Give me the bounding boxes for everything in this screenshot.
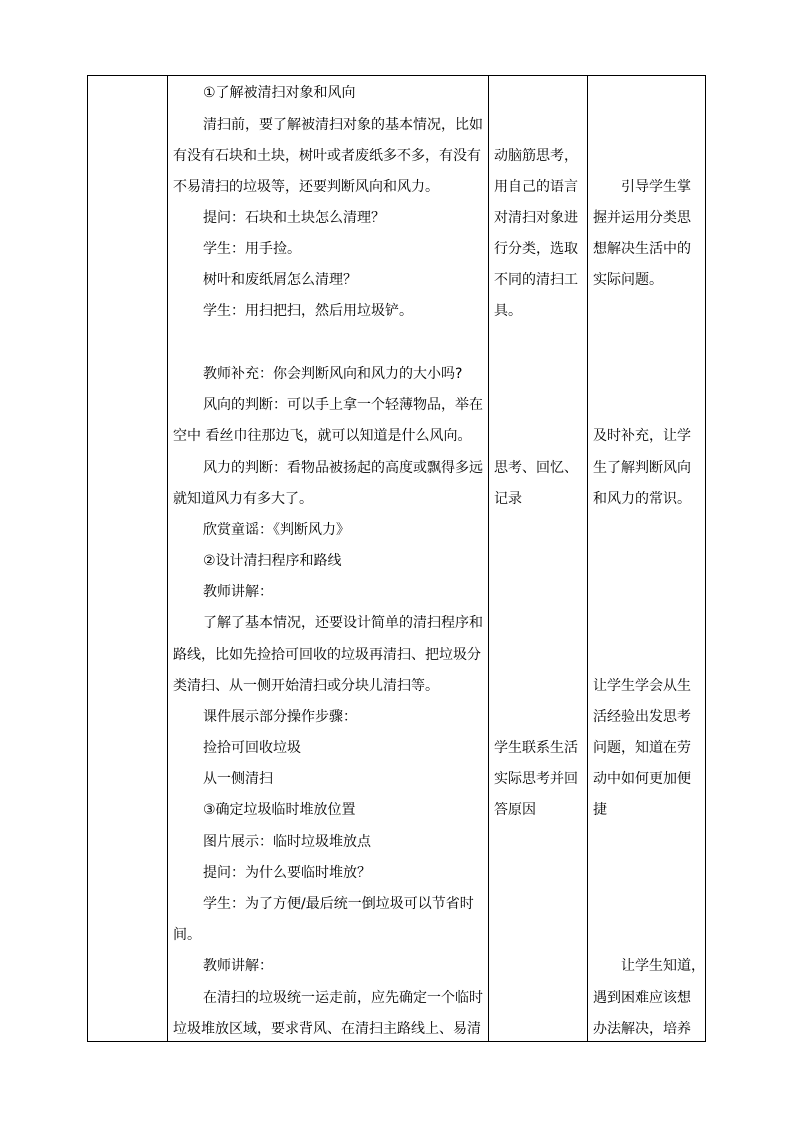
text-line: 清扫前，要了解被清扫对象的基本情况，比如 <box>203 117 483 133</box>
text-line: 课件展示部分操作步骤： <box>203 709 357 725</box>
text-line: 具。 <box>494 303 522 319</box>
text-line: 不同的清扫工 <box>494 272 578 288</box>
text-line: 提问：石块和土块怎么清理？ <box>203 210 385 226</box>
text-line: 遇到困难应该想 <box>593 990 691 1006</box>
text-line: 行分类，选取 <box>494 241 578 257</box>
text-line: 捡拾可回收垃圾 <box>203 740 301 756</box>
text-line: 教师补充：你会判断风向和风力的大小吗? <box>203 366 463 382</box>
text-line: 教师讲解： <box>203 584 273 600</box>
text-line: 让学生知道， <box>621 958 705 974</box>
text-line: 记录 <box>494 491 522 507</box>
text-line: 类清扫、从一侧开始清扫或分块儿清扫等。 <box>173 678 439 694</box>
text-line: 图片展示：临时垃圾堆放点 <box>203 834 371 850</box>
text-line: 教师讲解： <box>203 958 273 974</box>
text-line: 垃圾堆放区域，要求背风、在清扫主路线上、易清 <box>173 1021 481 1037</box>
text-line: 捷 <box>593 802 607 818</box>
text-line: 学生：用手捡。 <box>203 241 301 257</box>
text-line: 树叶和废纸屑怎么清理？ <box>203 272 357 288</box>
text-line: 用自己的语言 <box>494 179 578 195</box>
text-line: 就知道风力有多大了。 <box>173 491 313 507</box>
text-line: 活经验出发思考 <box>593 709 691 725</box>
column-stage <box>88 76 167 1041</box>
text-line: 答原因 <box>494 802 536 818</box>
column-teaching-content <box>168 76 488 1041</box>
text-line: 办法解决，培养 <box>593 1021 691 1037</box>
column-design-intent <box>588 76 705 1041</box>
text-line: 空中 看丝巾往那边飞，就可以知道是什么风向。 <box>173 428 472 444</box>
text-line: 生了解判断风向 <box>593 460 691 476</box>
text-line: 问题，知道在劳 <box>593 740 691 756</box>
text-line: 学生联系生活 <box>494 740 578 756</box>
text-line: 对清扫对象进 <box>494 210 578 226</box>
text-line: 有没有石块和土块，树叶或者废纸多不多，有没有 <box>173 148 481 164</box>
text-line: 握并运用分类思 <box>593 210 691 226</box>
lesson-table <box>87 75 706 1042</box>
column-student-activity <box>489 76 587 1041</box>
text-line: 学生：为了方便/最后统一倒垃圾可以节省时 <box>203 896 474 912</box>
text-line: 实际思考并回 <box>494 771 578 787</box>
text-line: ①了解被清扫对象和风向 <box>203 85 356 101</box>
text-line: 动中如何更加便 <box>593 771 691 787</box>
text-line: 欣赏童谣：《判断风力》 <box>203 522 350 538</box>
text-line: ③确定垃圾临时堆放位置 <box>203 802 356 818</box>
text-line: 学生：用扫把扫，然后用垃圾铲。 <box>203 303 413 319</box>
text-line: 提问：为什么要临时堆放？ <box>203 865 371 881</box>
text-line: 风向的判断：可以手上拿一个轻薄物品，举在 <box>203 397 483 413</box>
text-line: 实际问题。 <box>593 272 663 288</box>
text-line: ②设计清扫程序和路线 <box>203 553 342 569</box>
text-line: 在清扫的垃圾统一运走前，应先确定一个临时 <box>203 990 483 1006</box>
text-line: 及时补充，让学 <box>593 428 691 444</box>
text-line: 了解了基本情况，还要设计简单的清扫程序和 <box>203 615 483 631</box>
text-line: 动脑筋思考， <box>494 148 578 164</box>
text-line: 和风力的常识。 <box>593 491 691 507</box>
text-line: 想解决生活中的 <box>593 241 691 257</box>
text-line: 不易清扫的垃圾等，还要判断风向和风力。 <box>173 179 439 195</box>
text-line: 风力的判断：看物品被扬起的高度或飘得多远 <box>203 460 483 476</box>
text-line: 思考、回忆、 <box>494 460 578 476</box>
text-line: 路线，比如先捡拾可回收的垃圾再清扫、把垃圾分 <box>173 647 481 663</box>
text-line: 间。 <box>173 927 201 943</box>
text-line: 让学生学会从生 <box>593 678 691 694</box>
text-line: 从一侧清扫 <box>203 771 273 787</box>
text-line: 引导学生掌 <box>621 179 691 195</box>
